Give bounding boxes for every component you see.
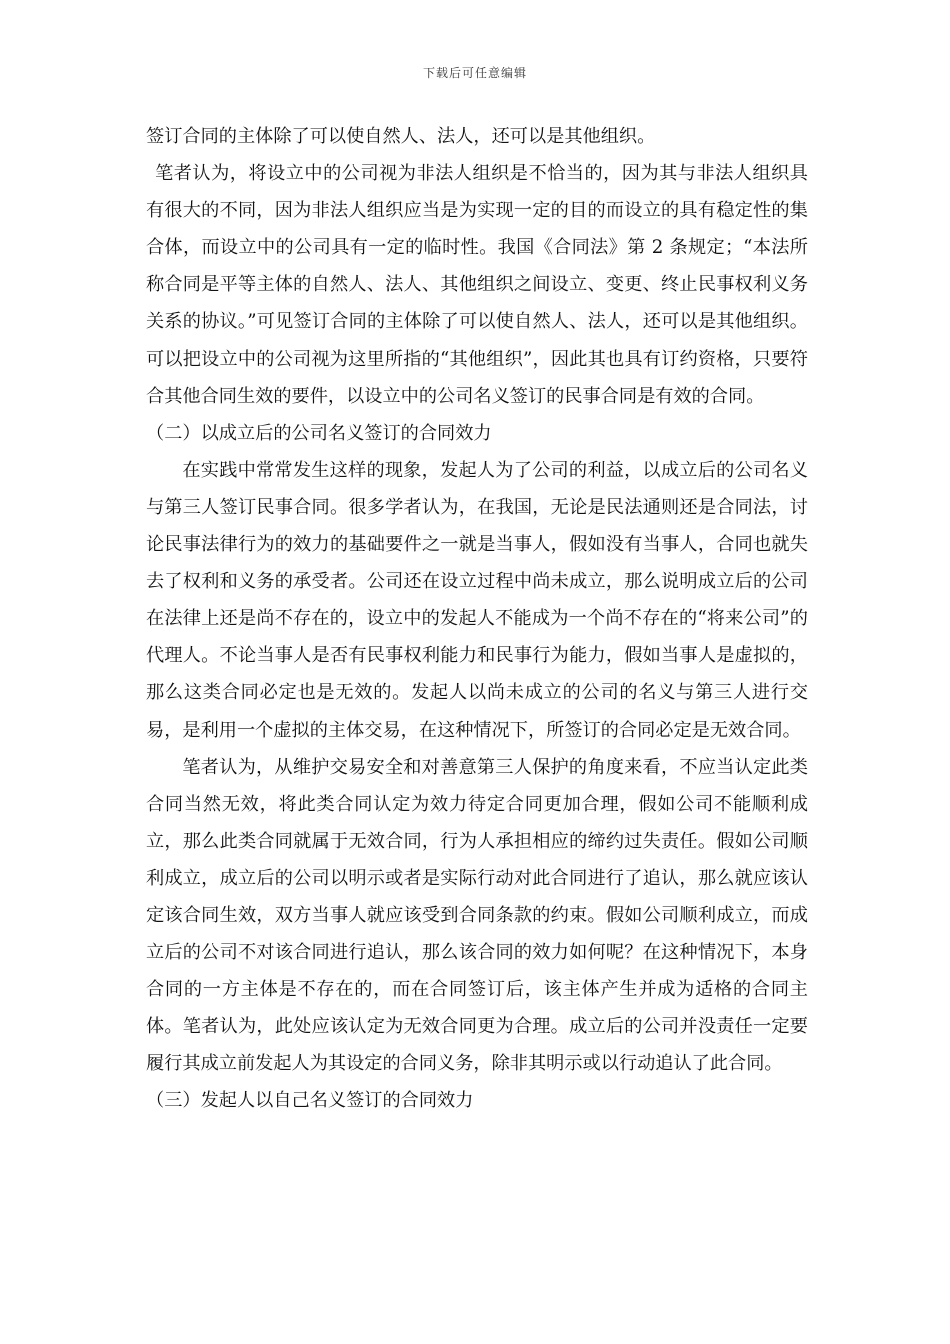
- paragraph: 在实践中常常发生这样的现象，发起人为了公司的利益，以成立后的公司名义与第三人签订民事合同。很多学者认为，在我国，无论是民法通则还是合同法，讨论民事法律行为的效力的基础要件之一就是当事人，假如没有当事人，合同也就失去了权利和义务的承受者。公司还在设立过程中尚未成立，那么说明成立后的公司在法律上还是尚不存在的，设立中的发起人不能成为一个尚不存在的“将来公司”的代理人。不论当事人是否有民事权利能力和民事行为能力，假如当事人是虚拟的，那么这类合同必定也是无效的。发起人以尚未成立的公司的名义与第三人进行交易，是利用一个虚拟的主体交易，在这种情况下，所签订的合同必定是无效合同。: [146, 459, 808, 741]
- document-body: [146, 118, 808, 1120]
- section-heading: （二）以成立后的公司名义签订的合同效力: [146, 422, 492, 444]
- section-heading: （三）发起人以自己名义签订的合同效力: [146, 1090, 474, 1112]
- paragraph: 笔者认为，将设立中的公司视为非法人组织是不恰当的，因为其与非法人组织具有很大的不同，因为非法人组织应当是为实现一定的目的而设立的具有稳定性的集合体，而设立中的公司具有一定的临时性。我国《合同法》第 2 条规定；“本法所称合同是平等主体的自然人、法人、其他组织之间设立、变更、终止民事权利义务关系的协议。”可见签订合同的主体除了可以使自然人、法人，还可以是其他组织。可以把设立中的公司视为这里所指的“其他组织”，因此其也具有订约资格，只要符合其他合同生效的要件，以设立中的公司名义签订的民事合同是有效的合同。: [146, 163, 808, 407]
- paragraph-continuation: 签订合同的主体除了可以使自然人、法人，还可以是其他组织。: [146, 126, 656, 147]
- paragraph: 笔者认为，从维护交易安全和对善意第三人保护的角度来看，不应当认定此类合同当然无效，将此类合同认定为效力待定合同更加合理，假如公司不能顺利成立，那么此类合同就属于无效合同，行为人承担相应的缔约过失责任。假如公司顺利成立，成立后的公司以明示或者是实际行动对此合同进行了追认，那么就应该认定该合同生效，双方当事人就应该受到合同条款的约束。假如公司顺利成立，而成立后的公司不对该合同进行追认，那么该合同的效力如何呢？在这种情况下，本身合同的一方主体是不存在的，而在合同签订后，该主体产生并成为适格的合同主体。笔者认为，此处应该认定为无效合同更为合理。成立后的公司并没责任一定要履行其成立前发起人为其设定的合同义务，除非其明示或以行动追认了此合同。: [146, 756, 808, 1075]
- page-header: 下载后可任意编辑: [422, 66, 527, 80]
